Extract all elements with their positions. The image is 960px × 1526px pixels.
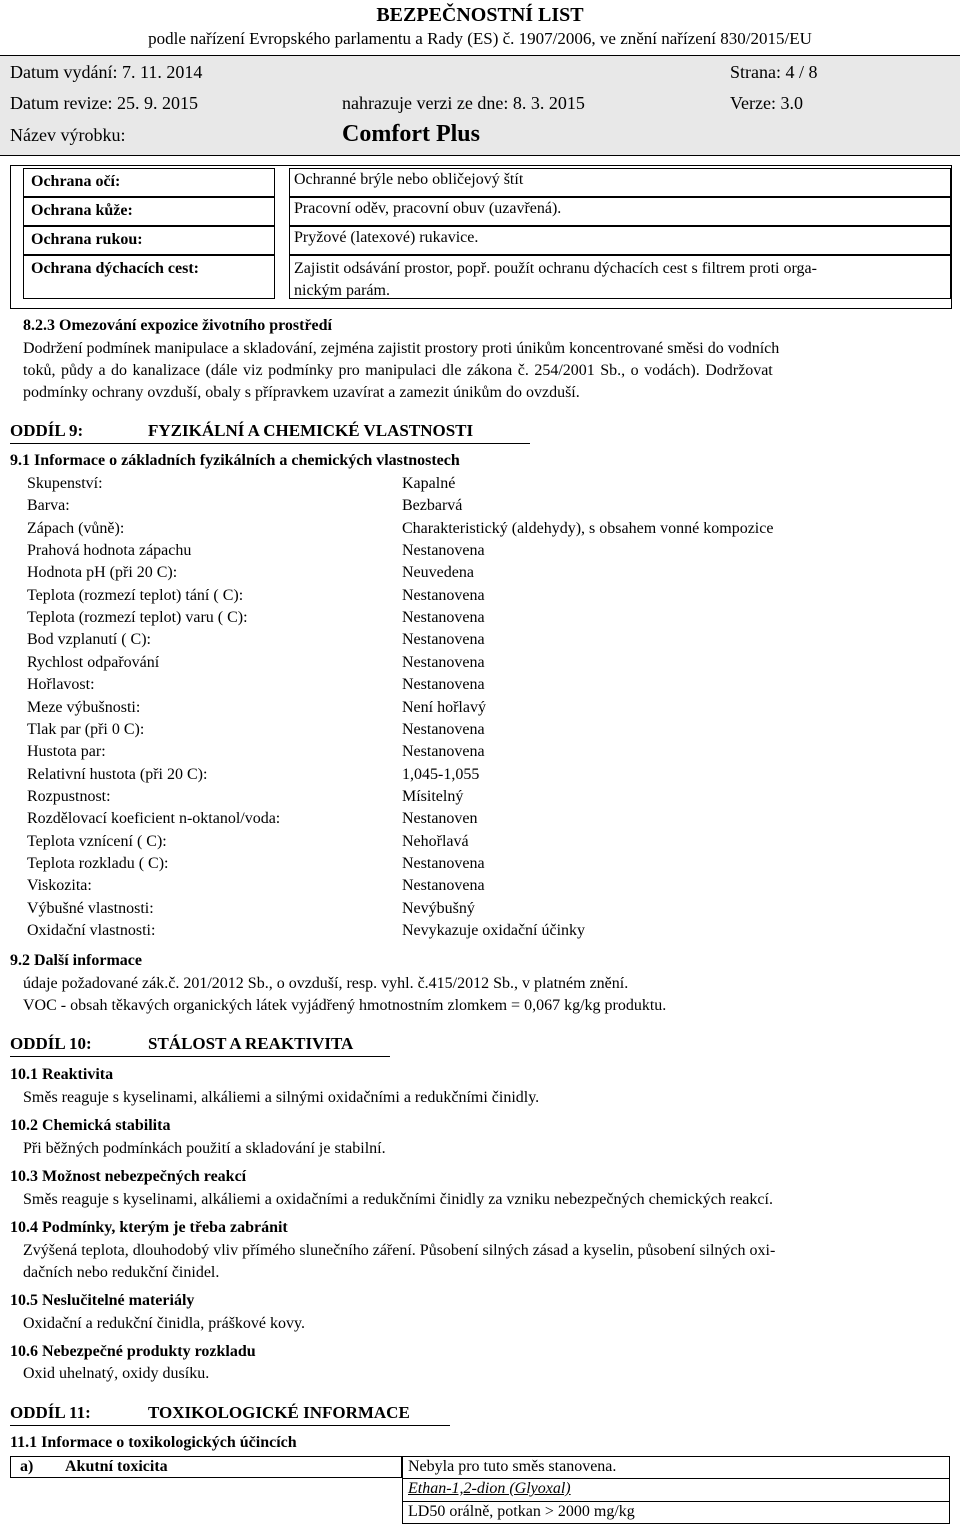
- ppe-table: [10, 165, 952, 309]
- ppe-respiratory-value-line2: nickým parám.: [294, 282, 390, 299]
- section-10-6-text: Oxid uhelnatý, oxidy dusíku.: [23, 1365, 210, 1382]
- header-bottom-rule: [0, 155, 960, 156]
- tox-inner-rule: [402, 1478, 950, 1479]
- property-name: Rychlost odpařování: [27, 653, 160, 671]
- section-10-6-heading: 10.6 Nebezpečné produkty rozkladu: [10, 1343, 256, 1360]
- property-name: Rozpustnost:: [27, 787, 111, 805]
- section-9-2-heading: 9.2 Další informace: [10, 952, 142, 969]
- property-value: Nestanovena: [402, 631, 485, 649]
- section-8-2-3-line3: podmínky ochrany ovzduší, obaly s přípravkem uzavírat a zamezit únikům do ovzduší.: [23, 384, 580, 401]
- property-name: Tlak par (při 0 C):: [27, 720, 145, 738]
- property-value: Bezbarvá: [402, 497, 463, 515]
- ppe-respiratory-value: [289, 255, 951, 299]
- property-value: 1,045-1,055: [402, 765, 480, 783]
- property-value: Není hořlavý: [402, 698, 486, 716]
- property-value: Nestanovena: [402, 743, 485, 761]
- property-value: Nestanovena: [402, 877, 485, 895]
- property-name: Rozdělovací koeficient n-oktanol/voda:: [27, 810, 281, 828]
- document-subtitle: podle nařízení Evropského parlamentu a Rady (ES) č. 1907/2006, ve znění nařízení 830/2015/EU: [148, 29, 812, 48]
- property-name: Meze výbušnosti:: [27, 698, 141, 716]
- property-value: Nestanovena: [402, 542, 485, 560]
- property-name: Hodnota pH (při 20 C):: [27, 564, 178, 582]
- section-8-2-3-heading: 8.2.3 Omezování expozice životního prostředí: [23, 317, 332, 334]
- property-name: Hořlavost:: [27, 676, 95, 694]
- property-name: Výbušné vlastnosti:: [27, 899, 154, 917]
- section-10-4-text2: dačních nebo redukční činidel.: [23, 1264, 220, 1281]
- page-number: Strana: 4 / 8: [730, 62, 818, 82]
- section-10-2-text: Při běžných podmínkách použití a skladování je stabilní.: [23, 1140, 386, 1157]
- property-name: Teplota rozkladu ( C):: [27, 854, 169, 872]
- section-9-rule: [10, 443, 530, 444]
- property-name: Zápach (vůně):: [27, 519, 125, 537]
- document-title: BEZPEČNOSTNÍ LIST: [376, 4, 584, 26]
- property-value: Nevýbušný: [402, 899, 475, 917]
- property-value: Kapalné: [402, 475, 456, 492]
- replaces-version: nahrazuje verzi ze dne: 8. 3. 2015: [342, 93, 585, 113]
- section-11-title: TOXIKOLOGICKÉ INFORMACE: [148, 1403, 410, 1422]
- section-11-rule: [10, 1425, 450, 1426]
- property-name: Oxidační vlastnosti:: [27, 922, 156, 939]
- property-name: Teplota vznícení ( C):: [27, 832, 167, 850]
- ppe-eye-value: Ochranné brýle nebo obličejový štít: [289, 168, 951, 197]
- property-value: Mísitelný: [402, 787, 464, 805]
- property-value: Nestanovena: [402, 609, 485, 627]
- property-value: Nestanovena: [402, 586, 485, 604]
- section-10-number: ODDÍL 10:: [10, 1034, 92, 1053]
- tox-line1: Nebyla pro tuto směs stanovena.: [408, 1458, 617, 1475]
- section-9-2-info1: údaje požadované zák.č. 201/2012 Sb., o ovzduší, resp. vyhl. č.415/2012 Sb., v platném znění.: [23, 975, 629, 992]
- property-value: Charakteristický (aldehydy), s obsahem vonné kompozice: [402, 519, 774, 537]
- section-10-5-text: Oxidační a redukční činidla, práškové kovy.: [23, 1315, 305, 1332]
- section-9-number: ODDÍL 9:: [10, 421, 84, 440]
- section-10-2-heading: 10.2 Chemická stabilita: [10, 1117, 171, 1134]
- section-9-1-heading: 9.1 Informace o základních fyzikálních a chemických vlastnostech: [10, 452, 460, 469]
- section-11-1-heading: 11.1 Informace o toxikologických účincích: [10, 1434, 297, 1451]
- revision-date: Datum revize: 25. 9. 2015: [10, 93, 198, 113]
- section-10-5-heading: 10.5 Neslučitelné materiály: [10, 1292, 195, 1309]
- property-name: Barva:: [27, 497, 70, 515]
- property-value: Nehořlavá: [402, 832, 469, 850]
- property-value: Nestanovena: [402, 854, 485, 872]
- ppe-skin-value: Pracovní oděv, pracovní obuv (uzavřená).: [289, 197, 951, 226]
- ppe-hand-value: Pryžové (latexové) rukavice.: [289, 226, 951, 255]
- section-10-4-heading: 10.4 Podmínky, kterým je třeba zabránit: [10, 1219, 288, 1236]
- section-10-1-heading: 10.1 Reaktivita: [10, 1066, 114, 1083]
- section-10-rule: [10, 1056, 390, 1057]
- ppe-eye-label: Ochrana očí:: [31, 173, 121, 190]
- tox-inner-rule: [402, 1501, 950, 1502]
- property-value: Nestanoven: [402, 810, 478, 828]
- ppe-respiratory-value-line1: Zajistit odsávání prostor, popř. použít ochranu dýchacích cest s filtrem proti orga-: [294, 260, 817, 277]
- property-name: Hustota par:: [27, 743, 106, 761]
- section-10-1-text: Směs reaguje s kyselinami, alkáliemi a silnými oxidačními a redukčními činidly.: [23, 1089, 540, 1106]
- version: Verze: 3.0: [730, 93, 803, 113]
- tox-label-a: a): [20, 1458, 34, 1475]
- property-name: Relativní hustota (při 20 C):: [27, 765, 208, 783]
- tox-line3: LD50 orálně, potkan > 2000 mg/kg: [408, 1503, 635, 1520]
- tox-label: Akutní toxicita: [65, 1458, 168, 1475]
- section-9-2-info2: VOC - obsah těkavých organických látek vyjádřený hmotnostním zlomkem = 0,067 kg/kg produktu.: [23, 997, 667, 1014]
- property-name: Teplota (rozmezí teplot) varu ( C):: [27, 609, 248, 627]
- product-label: Název výrobku:: [10, 125, 126, 145]
- property-name: Prahová hodnota zápachu: [27, 542, 192, 560]
- section-11-number: ODDÍL 11:: [10, 1403, 91, 1422]
- property-value: Nestanovena: [402, 676, 485, 694]
- ppe-skin-label: Ochrana kůže:: [31, 202, 133, 219]
- header-top-rule: [0, 55, 960, 56]
- property-name: Viskozita:: [27, 877, 92, 895]
- property-value: Nestanovena: [402, 653, 485, 671]
- tox-line2: Ethan-1,2-dion (Glyoxal): [408, 1480, 571, 1497]
- section-8-2-3-line1: Dodržení podmínek manipulace a skladování, zejména zajistit prostory proti únikům koncentrované směsi do vodních: [23, 340, 780, 357]
- ppe-hand-label: Ochrana rukou:: [31, 231, 143, 248]
- section-9-title: FYZIKÁLNÍ A CHEMICKÉ VLASTNOSTI: [148, 421, 474, 440]
- section-8-2-3-line2: toků, půdy a do kanalizace (dále viz podmínky pro manipulaci dle zákona č. 254/2001 Sb., o vodách). Dodržovat: [23, 362, 773, 379]
- section-10-3-text: Směs reaguje s kyselinami, alkáliemi a oxidačními a redukčními činidly za vzniku nebezpečných chemických reakcí.: [23, 1191, 773, 1208]
- toxicity-table: [10, 1456, 950, 1524]
- property-value: Nestanovena: [402, 720, 485, 738]
- property-name: Teplota (rozmezí teplot) tání ( C):: [27, 586, 244, 604]
- property-name: Bod vzplanutí ( C):: [27, 631, 151, 649]
- product-name: Comfort Plus: [342, 121, 480, 147]
- property-value: Neuvedena: [402, 564, 474, 582]
- property-name: Skupenství:: [27, 475, 103, 492]
- issue-date: Datum vydání: 7. 11. 2014: [10, 62, 203, 82]
- ppe-respiratory-label: Ochrana dýchacích cest:: [31, 260, 199, 277]
- section-10-3-heading: 10.3 Možnost nebezpečných reakcí: [10, 1168, 247, 1185]
- section-10-4-text: Zvýšená teplota, dlouhodobý vliv přímého slunečního záření. Působení silných zásad a kyselin, působení silných oxi-: [23, 1242, 776, 1259]
- property-value: Nevykazuje oxidační účinky: [402, 922, 586, 939]
- section-10-title: STÁLOST A REAKTIVITA: [148, 1034, 354, 1053]
